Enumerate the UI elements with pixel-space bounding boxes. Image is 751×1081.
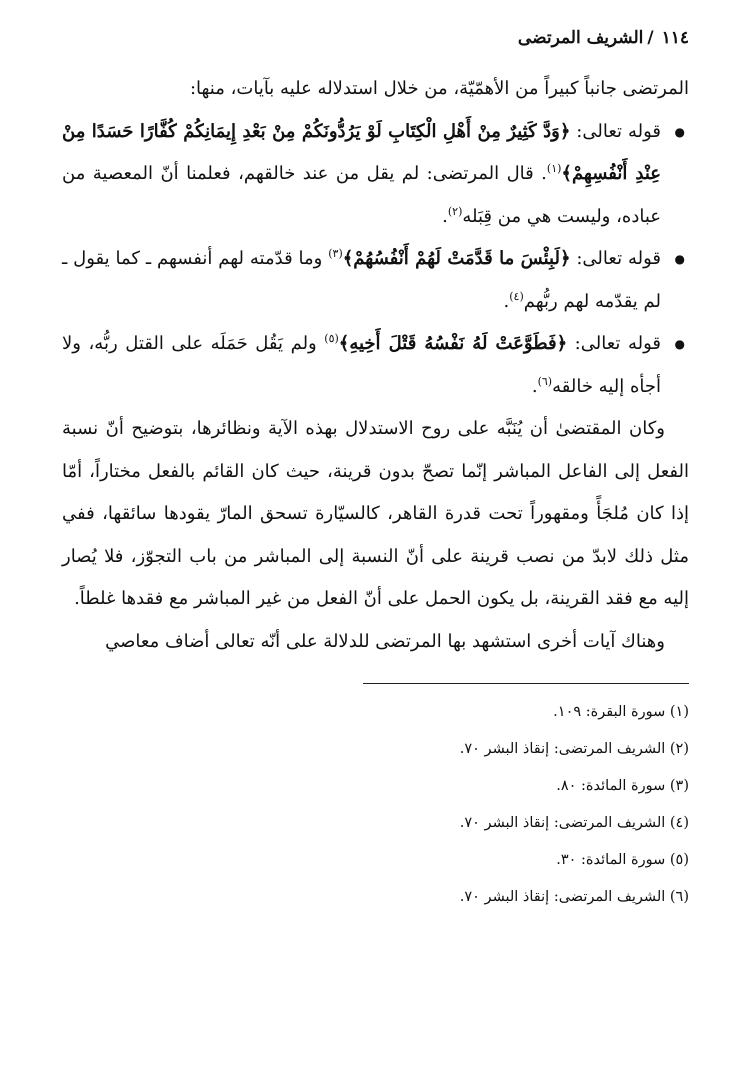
bullet-lead: قوله تعالى: bbox=[570, 248, 661, 269]
running-title: الشريف المرتضى bbox=[517, 28, 644, 48]
bullet-text: ولم يَقُل حَمَلَه على القتل ربُّه، ولا أجأه إليه خالقه bbox=[62, 333, 661, 397]
bullet-item-2 bbox=[62, 238, 689, 323]
quran-verse: ﴿وَدَّ كَثِيرٌ مِنْ أَهْلِ الْكِتَابِ لَوْ يَرُدُّونَكُمْ مِنْ بَعْدِ إِيمَانِكُمْ كُفَّارًا حَسَدًا مِنْ عِنْدِ أَنْفُسِهِمْ﴾ bbox=[62, 120, 661, 184]
footnote-4: (٤) الشريف المرتضى: إنقاذ البشر ٧٠. bbox=[459, 815, 689, 831]
footnote-1: (١) سورة البقرة: ١٠٩. bbox=[553, 704, 689, 720]
bullet-end: . bbox=[503, 290, 510, 312]
intro-paragraph: المرتضى جانباً كبيراً من الأهمّيّة، من خلال استدلاله عليه بآيات، منها: bbox=[189, 78, 689, 99]
footnote-2: (٢) الشريف المرتضى: إنقاذ البشر ٧٠. bbox=[459, 741, 689, 757]
bullet-text: وما قدّمته لهم أنفسهم ـ كما يقول ـ لم يقدّمه لهم ربُّهم bbox=[62, 248, 661, 312]
bullet-item-1 bbox=[62, 111, 689, 239]
footnote-divider bbox=[363, 683, 689, 684]
footnote-ref[interactable]: (٣) bbox=[328, 247, 343, 260]
bullet-lead: قوله تعالى: bbox=[567, 333, 661, 354]
quran-verse: ﴿فَطَوَّعَتْ لَهُ نَفْسُهُ قَتْلَ أَخِيهِ﴾ bbox=[338, 333, 568, 354]
bullet-end: . bbox=[442, 205, 448, 227]
footnote-ref[interactable]: (٢) bbox=[447, 204, 463, 218]
footnote-ref[interactable]: (٦) bbox=[537, 374, 553, 388]
footnote-ref[interactable]: (٥) bbox=[324, 332, 339, 345]
running-head bbox=[62, 28, 689, 68]
bullet-lead: قوله تعالى: bbox=[570, 120, 661, 142]
footnote-ref[interactable]: (١) bbox=[546, 162, 562, 175]
paragraph-3: وهناك آيات أخرى استشهد بها المرتضى للدلالة على أنّه تعالى أضاف معاصي bbox=[105, 630, 665, 652]
footnote-6: (٦) الشريف المرتضى: إنقاذ البشر ٧٠. bbox=[459, 889, 689, 905]
main-text bbox=[62, 68, 689, 663]
page-number: ١١٤ bbox=[661, 28, 689, 48]
bullet-text: . قال المرتضى: لم يقل من عند خالقهم، فعلمنا أنّ المعصية من عباده، وليست هي من قِبَله bbox=[62, 163, 661, 227]
bullet-end: . bbox=[531, 375, 538, 397]
quran-verse: ﴿لَبِئْسَ ما قَدَّمَتْ لَهُمْ أَنْفُسُهُمْ﴾ bbox=[342, 248, 571, 269]
bullet-item-3 bbox=[62, 323, 689, 408]
paragraph-2: وكان المقتضىٰ أن يُنَبَّه على روح الاستدلال بهذه الآية ونظائرها، بتوضيح أنّ نسبة الفعل إلى الفاعل المباشر إنّما تصحّ بدون قرينة، حيث كان القائم بالفعل مختاراً، أمّا إذا كان مُلجَأً ومقهوراً تحت قدرة القاهر، كالسيّارة تسحق المارّ يقودها سائقها، ففي مثل ذلك لابدّ من نصب قرينة على أنّ النسبة إلى المباشر من باب التجوّز، فلا يُصار إليه مع فقد القرينة، بل يكون الحمل على أنّ الفعل من غير المباشر مع فقدها غلطاً. bbox=[62, 418, 689, 609]
footnote-3: (٣) سورة المائدة: ٨٠. bbox=[556, 778, 689, 794]
footnote-5: (٥) سورة المائدة: ٣٠. bbox=[556, 852, 689, 868]
footnotes bbox=[62, 694, 689, 916]
header-separator: / bbox=[647, 28, 654, 48]
footnote-ref[interactable]: (٤) bbox=[509, 289, 524, 303]
